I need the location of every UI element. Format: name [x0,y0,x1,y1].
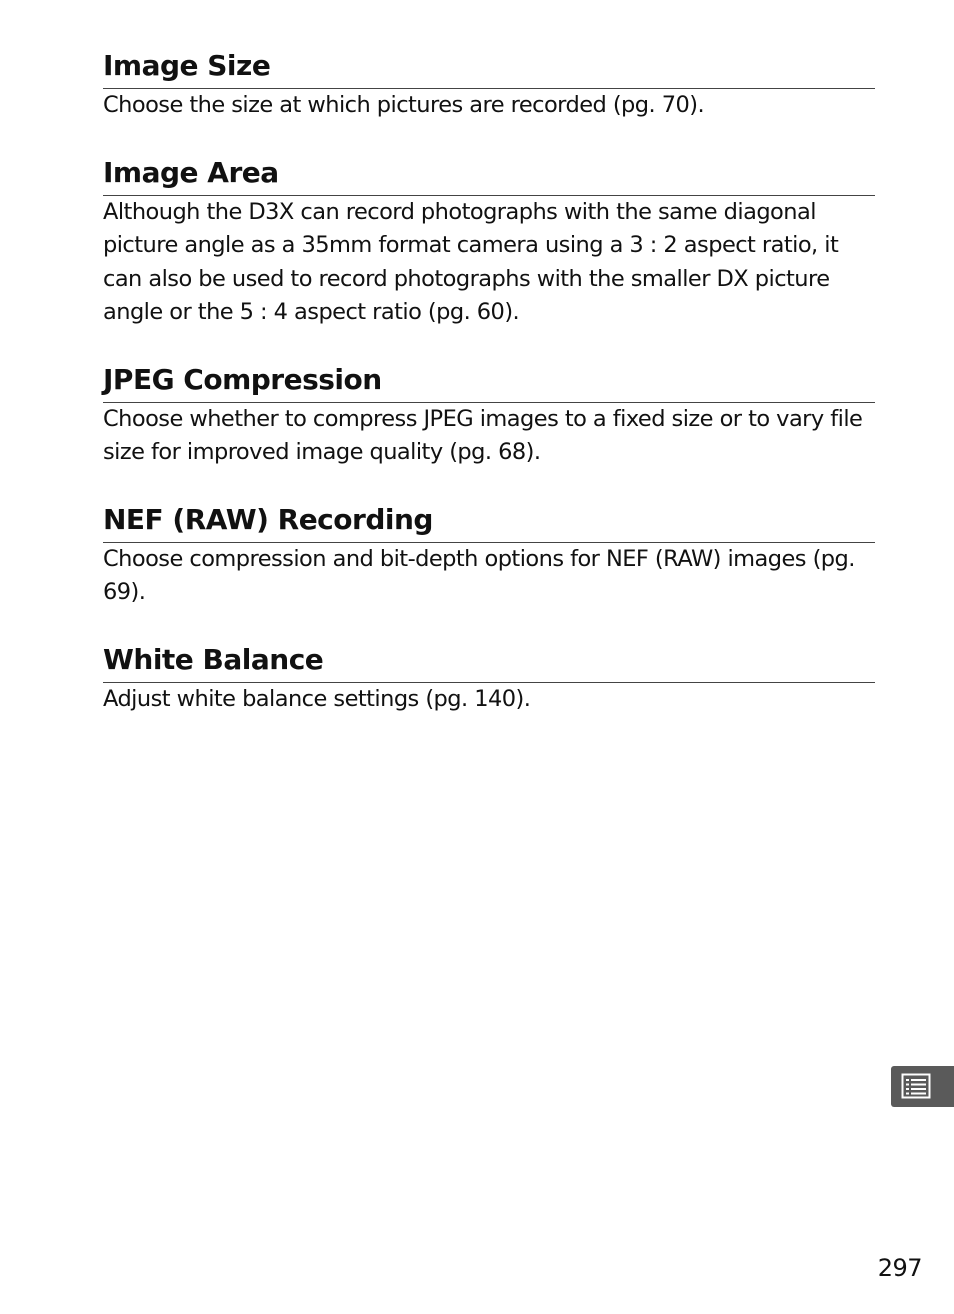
section-nef-raw-recording [103,500,875,610]
section-title: Image Size [103,46,875,89]
section-body: Choose the size at which pictures are recorded (pg. 70). [103,92,705,118]
section-body: Adjust white balance settings (pg. 140). [103,685,531,712]
menu-list-icon [901,1073,931,1099]
section-image-size [103,46,875,123]
page-content [103,46,875,746]
section-title: NEF (RAW) Recording [103,500,875,543]
section-image-area [103,153,875,330]
section-body: Although the D3X can record photographs with the same diagonal picture angle as a 35mm format camera using a 3 : 2 aspect ratio, it can also be used to record photographs with the smaller DX picture angle or the 5 : 4 aspect ratio (pg. 60). [103,198,839,325]
section-body: Choose whether to compress JPEG images to a fixed size or to vary file size for improved image quality (pg. 68). [103,405,863,465]
section-body: Choose compression and bit-depth options for NEF (RAW) images (pg. 69). [103,545,855,605]
menu-tab [891,1066,954,1107]
section-white-balance [103,640,875,717]
page-number: 297 [877,1254,922,1282]
section-title: JPEG Compression [103,360,875,403]
section-jpeg-compression [103,360,875,470]
section-title: White Balance [103,640,875,683]
section-title: Image Area [103,153,875,196]
